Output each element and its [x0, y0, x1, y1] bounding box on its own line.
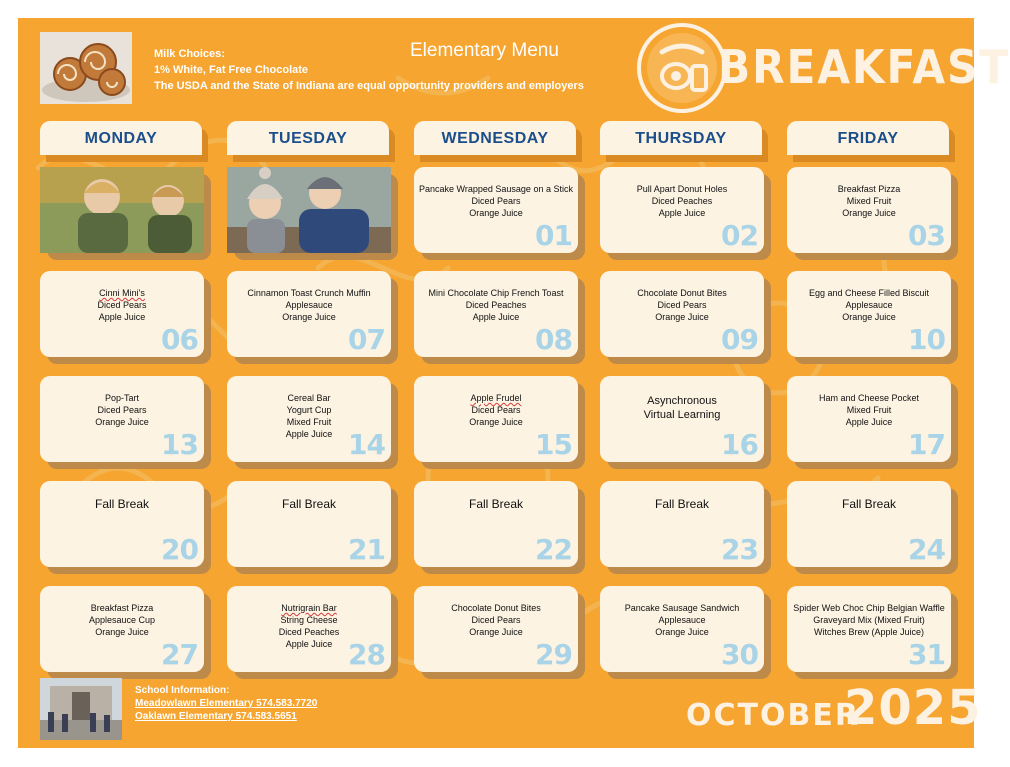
date-number: 08 [535, 323, 572, 356]
menu-items [44, 287, 200, 323]
menu-item: Apple Juice [285, 639, 333, 649]
day-cell-22 [414, 481, 578, 567]
menu-item: Chocolate Donut Bites [451, 603, 541, 613]
date-number: 14 [348, 428, 385, 461]
day-cell-30 [600, 586, 764, 672]
menu-item: Witches Brew (Apple Juice) [813, 627, 925, 637]
menu-item: Breakfast Pizza [837, 184, 901, 194]
menu-items [791, 287, 947, 323]
menu-item: Orange Juice [469, 627, 523, 637]
menu-item: Orange Juice [469, 208, 523, 218]
day-cell-29 [414, 586, 578, 672]
date-number: 03 [908, 219, 945, 252]
day-cell-24 [787, 481, 951, 567]
date-number: 29 [535, 638, 572, 671]
menu-items [604, 287, 760, 323]
menu-item: Diced Pears [471, 196, 521, 206]
year-label: 2025 [844, 680, 982, 736]
menu-item: Diced Peaches [278, 627, 340, 637]
date-number: 02 [721, 219, 758, 252]
day-cell-07 [227, 271, 391, 357]
menu-item: Apple Juice [472, 312, 520, 322]
menu-sheet [18, 18, 1010, 748]
menu-item: Fall Break [94, 497, 150, 511]
menu-items [418, 392, 574, 428]
date-number: 23 [721, 533, 758, 566]
menu-item: Pull Apart Donut Holes [636, 184, 728, 194]
day-cell-17 [787, 376, 951, 462]
date-number: 15 [535, 428, 572, 461]
menu-items [604, 602, 760, 638]
breakfast-wordmark: BREAKFAST [718, 40, 1010, 94]
menu-item: Orange Juice [469, 417, 523, 427]
menu-items [604, 498, 760, 510]
menu-item: Applesauce [845, 300, 893, 310]
menu-item: Fall Break [468, 497, 524, 511]
menu-item: Orange Juice [842, 208, 896, 218]
menu-item: Mini Chocolate Chip French Toast [428, 288, 564, 298]
menu-item: Ham and Cheese Pocket [818, 393, 920, 403]
menu-items [231, 287, 387, 323]
breakfast-logo-icon [636, 22, 728, 114]
date-number: 31 [908, 638, 945, 671]
menu-items [791, 183, 947, 219]
date-number: 09 [721, 323, 758, 356]
menu-item: Spider Web Choc Chip Belgian Waffle [793, 603, 945, 613]
day-cell-21 [227, 481, 391, 567]
date-number: 24 [908, 533, 945, 566]
menu-item: String Cheese [280, 615, 338, 625]
menu-items [604, 183, 760, 219]
menu-item: Cereal Bar [287, 393, 331, 403]
menu-item: Graveyard Mix (Mixed Fruit) [813, 615, 925, 625]
day-cell-31 [787, 586, 951, 672]
menu-item: Diced Pears [97, 300, 147, 310]
menu-items [791, 392, 947, 428]
date-number: 27 [161, 638, 198, 671]
day-cell-06 [40, 271, 204, 357]
menu-item: Applesauce Cup [88, 615, 156, 625]
menu-item: Orange Juice [842, 312, 896, 322]
menu-item: Apple Frudel [470, 393, 522, 403]
date-number: 07 [348, 323, 385, 356]
menu-item: Cinni Mini's [99, 288, 145, 298]
menu-item: Orange Juice [655, 627, 709, 637]
date-number: 13 [161, 428, 198, 461]
kids-winter-photo [227, 167, 391, 253]
menu-item: Applesauce [658, 615, 706, 625]
menu-item: Pancake Wrapped Sausage on a Stick [419, 184, 573, 194]
date-number: 30 [721, 638, 758, 671]
day-cell-08 [414, 271, 578, 357]
day-cell-01 [414, 167, 578, 253]
day-header-tuesday: TUESDAY [227, 121, 389, 155]
day-header-wednesday: WEDNESDAY [414, 121, 576, 155]
day-cell-10 [787, 271, 951, 357]
menu-items [44, 602, 200, 638]
school-building-photo [40, 678, 122, 740]
date-number: 20 [161, 533, 198, 566]
menu-items [231, 498, 387, 510]
menu-items [418, 183, 574, 219]
date-number: 22 [535, 533, 572, 566]
menu-item: Mixed Fruit [846, 405, 892, 415]
menu-item: Cinnamon Toast Crunch Muffin [247, 288, 371, 298]
milk-title: Milk Choices: [154, 48, 225, 60]
day-cell-13 [40, 376, 204, 462]
menu-items [791, 498, 947, 510]
menu-item: Fall Break [281, 497, 337, 511]
menu-items [418, 602, 574, 638]
day-header-friday: FRIDAY [787, 121, 949, 155]
school-info-title: School Information: [135, 685, 230, 696]
day-cell-02 [600, 167, 764, 253]
menu-items [791, 602, 947, 638]
menu-item: Diced Pears [471, 405, 521, 415]
menu-items [44, 392, 200, 428]
date-number: 16 [721, 428, 758, 461]
day-cell-23 [600, 481, 764, 567]
date-number: 17 [908, 428, 945, 461]
day-cell-20 [40, 481, 204, 567]
day-cell-28 [227, 586, 391, 672]
milk-options: 1% White, Fat Free Chocolate [154, 64, 309, 76]
menu-items [418, 498, 574, 510]
menu-item: Mixed Fruit [286, 417, 332, 427]
menu-title: Elementary Menu [410, 40, 559, 61]
menu-item: Diced Pears [471, 615, 521, 625]
menu-item: Orange Juice [95, 627, 149, 637]
menu-item: Diced Peaches [651, 196, 713, 206]
menu-item: Breakfast Pizza [90, 603, 154, 613]
menu-item: Fall Break [841, 497, 897, 511]
menu-item: Diced Peaches [465, 300, 527, 310]
menu-item: Egg and Cheese Filled Biscuit [808, 288, 930, 298]
menu-item: Apple Juice [845, 417, 893, 427]
menu-item: Applesauce [285, 300, 333, 310]
menu-item: Mixed Fruit [846, 196, 892, 206]
day-cell-27 [40, 586, 204, 672]
date-number: 10 [908, 323, 945, 356]
date-number: 28 [348, 638, 385, 671]
oaklawn-phone: Oaklawn Elementary 574.583.5651 [135, 711, 297, 722]
menu-item: Fall Break [654, 497, 710, 511]
menu-item: Diced Pears [97, 405, 147, 415]
usda-notice: The USDA and the State of Indiana are equal opportunity providers and employers [154, 80, 584, 92]
menu-items [44, 498, 200, 510]
menu-item: Orange Juice [282, 312, 336, 322]
kids-outdoor-photo [40, 167, 204, 253]
cinnamon-rolls-photo [40, 32, 132, 104]
date-number: 06 [161, 323, 198, 356]
day-header-thursday: THURSDAY [600, 121, 762, 155]
menu-item: Chocolate Donut Bites [637, 288, 727, 298]
day-header-monday: MONDAY [40, 121, 202, 155]
date-number: 21 [348, 533, 385, 566]
menu-item: Virtual Learning [643, 409, 721, 421]
menu-items [418, 287, 574, 323]
menu-item: Asynchronous [647, 395, 717, 407]
menu-item: Diced Pears [657, 300, 707, 310]
menu-item: Yogurt Cup [286, 405, 332, 415]
school-info [135, 684, 317, 723]
day-cell-14 [227, 376, 391, 462]
menu-items [604, 394, 760, 422]
menu-item: Pop-Tart [104, 393, 139, 403]
menu-item: Orange Juice [655, 312, 709, 322]
menu-item: Pancake Sausage Sandwich [624, 603, 740, 613]
menu-item: Apple Juice [98, 312, 146, 322]
day-cell-03 [787, 167, 951, 253]
day-cell-15 [414, 376, 578, 462]
menu-item: Apple Juice [658, 208, 706, 218]
date-number: 01 [535, 219, 572, 252]
menu-item: Nutrigrain Bar [281, 603, 337, 613]
meadowlawn-phone: Meadowlawn Elementary 574.583.7720 [135, 698, 318, 709]
month-label: OCTOBER [686, 698, 860, 733]
day-cell-09 [600, 271, 764, 357]
day-cell-16 [600, 376, 764, 462]
menu-item: Apple Juice [285, 429, 333, 439]
menu-item: Orange Juice [95, 417, 149, 427]
